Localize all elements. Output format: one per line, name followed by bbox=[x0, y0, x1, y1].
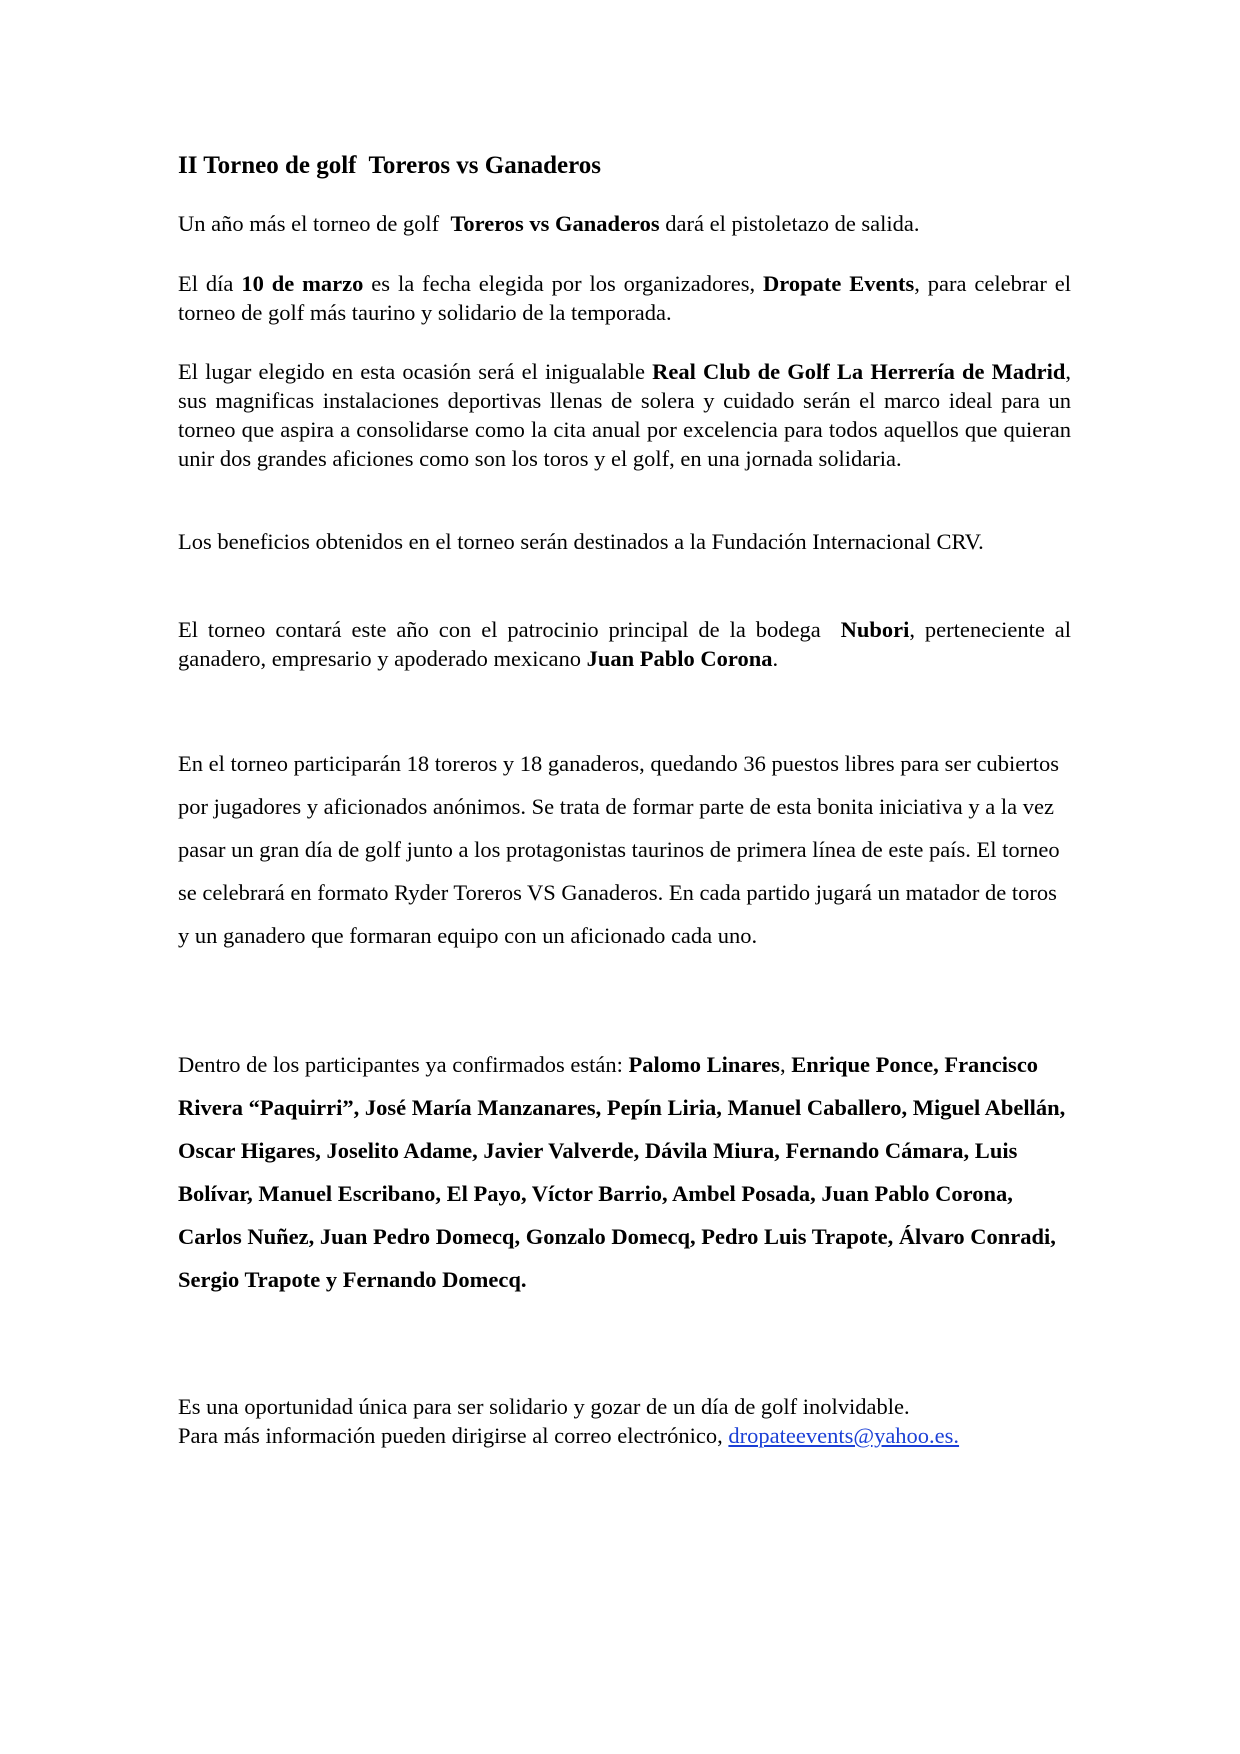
intro-text-2: dará el pistoletazo de salida. bbox=[659, 211, 920, 236]
sponsor-text-1: El torneo contará este año con el patrocinio principal de la bodega bbox=[178, 617, 841, 642]
sponsor-text-2: , perteneciente al ganadero, empresario y apoderado mexicano bbox=[178, 617, 1071, 671]
confirmed-separator: , bbox=[779, 1052, 792, 1077]
paragraph-date bbox=[178, 269, 1071, 327]
date-text-2: es la fecha elegida por los organizadores, bbox=[363, 271, 763, 296]
document-page bbox=[178, 148, 1072, 1448]
confirmed-bold-list: Enrique Ponce, Francisco Rivera “Paquirri”, José María Manzanares, Pepín Liria, Manuel Caballero, Miguel Abellán, Oscar Higares, Joselito Adame, Javier Valverde, Dávila Miura, Fernando Cámara, Luis Bolívar, Manuel Escribano, El Payo, Víctor Barrio, Ambel Posada, Juan Pablo Corona, Carlos Nuñez, Juan Pedro Domecq, Gonzalo Domecq, Pedro Luis Trapote, Álvaro Conradi, Sergio Trapote y Fernando Domecq. bbox=[178, 1052, 1066, 1292]
document-title: II Torneo de golf Toreros vs Ganaderos bbox=[178, 152, 601, 179]
sponsor-bold-person: Juan Pablo Corona bbox=[586, 646, 773, 671]
closing-text: Para más información pueden dirigirse al correo electrónico, bbox=[178, 1423, 729, 1448]
paragraph-venue bbox=[178, 357, 1071, 473]
date-bold: 10 de marzo bbox=[241, 271, 364, 296]
sponsor-text-3: . bbox=[772, 646, 779, 671]
paragraph-participants-format: En el torneo participarán 18 toreros y 18 ganaderos, quedando 36 puestos libres para ser cubiertos por jugadores y aficionados anónimos. Se trata de formar parte de esta bonita iniciativa y a la vez pasar un gran día de golf junto a los protagonistas taurinos de primera línea de este país. El torneo se celebrará en formato Ryder Toreros VS Ganaderos. En cada partido jugará un matador de toros y un ganadero que formaran equipo con un aficionado cada uno. bbox=[178, 751, 1060, 948]
paragraph-intro bbox=[178, 209, 1071, 238]
date-text-1: El día bbox=[178, 271, 242, 296]
paragraph-sponsor bbox=[178, 615, 1071, 673]
closing-line-2 bbox=[178, 1421, 1071, 1450]
email-link[interactable]: dropateevents@yahoo.es. bbox=[728, 1423, 960, 1448]
venue-text-2: , sus magnificas instalaciones deportivas llenas de solera y cuidado serán el marco ideal para un torneo que aspira a consolidarse como la cita anual por excelencia para todos aquellos que quieran unir dos grandes aficiones como son los toros y el golf, en una jornada solidaria. bbox=[178, 359, 1071, 471]
confirmed-bold-first: Palomo Linares bbox=[628, 1052, 780, 1077]
organizer-bold: Dropate Events bbox=[763, 271, 915, 296]
paragraph-benefits: Los beneficios obtenidos en el torneo serán destinados a la Fundación Internacional CRV. bbox=[178, 529, 984, 554]
closing-line-1: Es una oportunidad única para ser solidario y gozar de un día de golf inolvidable. bbox=[178, 1394, 910, 1419]
intro-text-1: Un año más el torneo de golf bbox=[178, 211, 451, 236]
confirmed-text-1: Dentro de los participantes ya confirmados están: bbox=[178, 1052, 629, 1077]
intro-bold-tournament: Toreros vs Ganaderos bbox=[450, 211, 660, 236]
date-text-3: , para celebrar el torneo de golf más taurino y solidario de la temporada. bbox=[178, 271, 1072, 325]
sponsor-bold-winery: Nubori bbox=[840, 617, 910, 642]
venue-bold: Real Club de Golf La Herrería de Madrid bbox=[652, 359, 1066, 384]
paragraph-confirmed-participants bbox=[178, 1043, 1071, 1301]
venue-text-1: El lugar elegido en esta ocasión será el inigualable bbox=[178, 359, 653, 384]
paragraph-closing bbox=[178, 1392, 1071, 1450]
